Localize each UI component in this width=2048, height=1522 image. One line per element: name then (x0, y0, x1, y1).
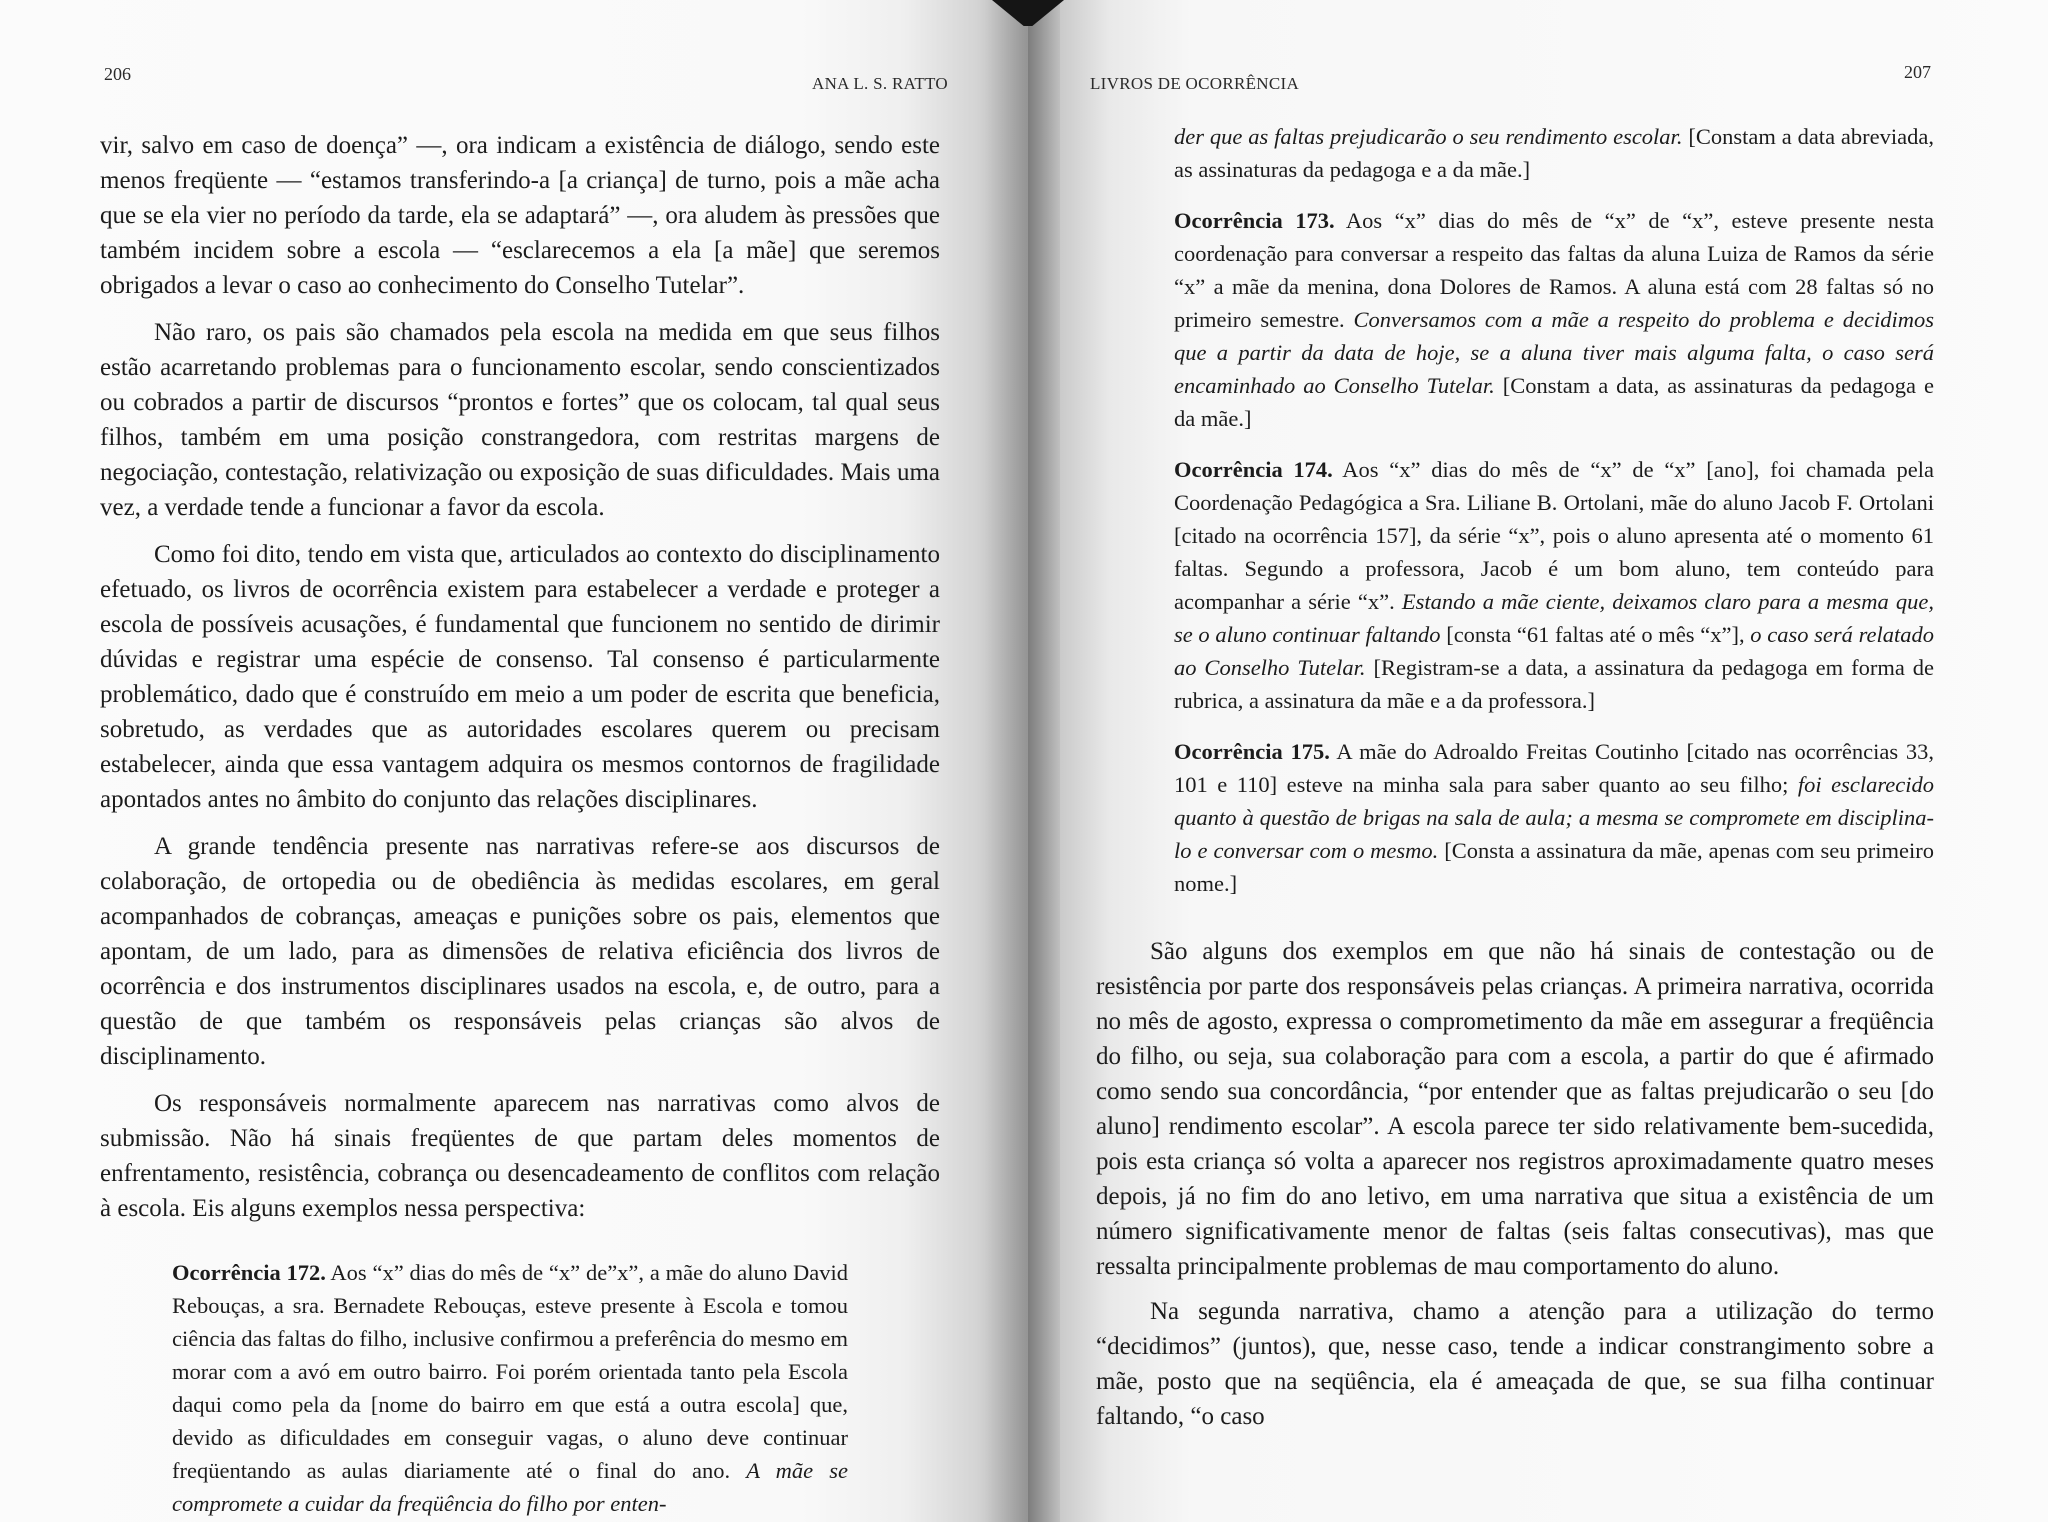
occurrence-body-after: [Constam a data, as assinaturas da pedagoga e da mãe.] (1174, 373, 1934, 431)
page-number-left: 206 (104, 64, 131, 84)
right-page-paragraphs (1096, 934, 1934, 1434)
occurrence-label: Ocorrência 173. (1174, 208, 1335, 233)
paragraph: Os responsáveis normalmente aparecem nas narrativas como alvos de submissão. Não há sinais freqüentes de que partam deles momentos de enfrentamento, resistência, cobrança ou desencadeamento de conflitos com relação à escola. Eis alguns exemplos nessa perspectiva: (100, 1090, 940, 1222)
occurrence-172 (172, 1256, 848, 1520)
occurrence-174 (1174, 453, 1934, 717)
right-page-body (1096, 120, 1934, 1444)
paragraph: Na segunda narrativa, chamo a atenção para a utilização do termo “decidimos” (juntos), que, nesse caso, tende a indicar constrangimento sobre a mãe, posto que na seqüência, ela é ameaçada de que, se sua filha continuar faltando, “o caso (1096, 1298, 1934, 1430)
running-head-left: ANA L. S. RATTO (812, 74, 948, 93)
occurrence-body-mid: [consta “61 faltas até o mês “x”], (1440, 622, 1751, 647)
running-head-right: LIVROS DE OCORRÊNCIA (1090, 74, 1300, 93)
occurrence-label: Ocorrência 174. (1174, 457, 1333, 482)
occurrence-body: Aos “x” dias do mês de “x” de”x”, a mãe do aluno David Rebouças, a sra. Bernadete Rebouças, esteve presente à Escola e tomou ciência das faltas do filho, inclusive confirmou a preferência do mesmo em morar com a avó em outro bairro. Foi porém orientada tanto pela Escola daqui como pela da [nome do bairro em que está a outra escola] que, devido as dificuldades em conseguir vagas, o aluno deve continuar freqüentando as aulas diariamente até o final do ano. (172, 1260, 848, 1483)
occurrence-173 (1174, 204, 1934, 435)
occurrence-italic: A mãe se compromete a cuidar da freqüência do filho por enten- (172, 1458, 848, 1516)
occurrence-italic: Conversamos com a mãe a respeito do problema e decidimos que a partir da data de hoje, se a aluna tiver mais alguma falta, o caso será encaminhado ao Conselho Tutelar. (1174, 307, 1934, 398)
occurrence-italic: Estando a mãe ciente, deixamos claro para a mesma que, se o aluno continuar faltando (1174, 589, 1934, 647)
page-number-right: 207 (1904, 62, 1931, 82)
occurrence-body: Aos “x” dias do mês de “x” de “x” [ano], foi chamada pela Coordenação Pedagógica a Sra. Liliane B. Ortolani, mãe do aluno Jacob F. Ortolani [citado na ocorrência 157], da série “x”, pois o aluno apresenta até o momento 61 faltas. Segundo a professora, Jacob é um bom aluno, tem conteúdo para acompanhar a série “x”. (1174, 457, 1934, 614)
occurrence-text (1174, 735, 1934, 900)
paragraph: A grande tendência presente nas narrativas refere-se aos discursos de colaboração, de ortopedia ou de obediência às medidas escolares, em geral acompanhados de cobranças, ameaças e punições sobre os pais, elementos que apontam, de um lado, para as dimensões de relativa eficiência dos livros de ocorrência e dos instrumentos disciplinares usados na escola, e, de outro, para a questão de que também os responsáveis pelas crianças são alvos de disciplinamento. (100, 833, 940, 1070)
occurrence-text (1174, 453, 1934, 717)
occurrence-175 (1174, 735, 1934, 900)
occurrence-label: Ocorrência 172. (172, 1260, 326, 1285)
paragraph: Não raro, os pais são chamados pela escola na medida em que seus filhos estão acarretando problemas para o funcionamento escolar, sendo conscientizados ou cobrados a partir de discursos “prontos e fortes” que os colocam, tal qual seus filhos, também em uma posição constrangedora, com restritas margens de negociação, contestação, relativização ou exposição de suas dificuldades. Mais uma vez, a verdade tende a funcionar a favor da escola. (100, 319, 940, 521)
occurrence-label: Ocorrência 175. (1174, 739, 1330, 764)
paragraph: Como foi dito, tendo em vista que, articulados ao contexto do disciplinamento efetuado, os livros de ocorrência existem para estabelecer a verdade e proteger a escola de possíveis acusações, é fundamental que funcionem no sentido de dirimir dúvidas e registrar uma espécie de consenso. Tal consenso é particularmente problemático, dado que é construído em meio a um poder de escrita que beneficia, sobretudo, as verdades que as autoridades escolares querem ou precisam estabelecer, ainda que essa vantagem adquira os mesmos contornos de fragilidade apontados antes no âmbito do conjunto das relações disciplinares. (100, 541, 940, 813)
occurrence-body: Aos “x” dias do mês de “x” de “x”, esteve presente nesta coordenação para conversar a respeito das faltas da aluna Luiza de Ramos da série “x” a mãe da menina, dona Dolores de Ramos. A aluna está com 28 faltas só no primeiro semestre. (1174, 208, 1934, 332)
occurrence-italic: der que as faltas prejudicarão o seu rendimento escolar. (1174, 124, 1683, 149)
paragraph: São alguns dos exemplos em que não há sinais de contestação ou de resistência por parte dos responsáveis pelas crianças. A primeira narrativa, ocorrida no mês de agosto, expressa o comprometimento da mãe em assegurar a freqüência do filho, ou seja, sua colaboração para com a escola, a partir do que é afirmado como sendo sua concordância, “por entender que as faltas prejudicarão o seu [do aluno] rendimento escolar”. A escola parece ter sido relativamente bem-sucedida, pois esta criança só volta a aparecer nos registros aproximadamente quatro meses depois, já no fim do ano letivo, em uma narrativa que situa a existência de um número significativamente menor de faltas (seis faltas consecutivas), mas que ressalta principalmente problemas de mau comportamento do aluno. (1096, 938, 1934, 1280)
occurrence-body-after: [Registram-se a data, a assinatura da pedagoga em forma de rubrica, a assinatura da mãe e a da professora.] (1174, 655, 1934, 713)
occurrence-body: A mãe do Adroaldo Freitas Coutinho [citado nas ocorrências 33, 101 e 110] esteve na minha sala para saber quanto ao seu filho; (1174, 739, 1934, 797)
occurrence-body-after: [Consta a assinatura da mãe, apenas com seu primeiro nome.] (1174, 838, 1934, 896)
paragraph: vir, salvo em caso de doença” —, ora indicam a existência de diálogo, sendo este menos freqüente — “estamos transferindo-a [a criança] de turno, pois a mãe acha que se ela vier no período da tarde, ela se adaptará” —, ora aludem às pressões que também incidem sobre a escola — “esclarecemos a ela [a mãe] que seremos obrigados a levar o caso ao conhecimento do Conselho Tutelar”. (100, 132, 940, 299)
occurrence-text (172, 1256, 848, 1520)
occurrence-italic: foi esclarecido quanto à questão de brigas na sala de aula; a mesma se compromete em disciplina-lo e conversar com o mesmo. (1174, 772, 1934, 863)
occurrence-172-continued (1174, 120, 1934, 186)
occurrence-italic-2: o caso será relatado ao Conselho Tutelar. (1174, 622, 1935, 680)
occurrence-body: [Constam a data abreviada, as assinaturas da pedagoga e a da mãe.] (1174, 124, 1934, 182)
left-page-body (100, 128, 940, 1520)
occurrence-text (1174, 120, 1934, 186)
occurrence-text (1174, 204, 1934, 435)
